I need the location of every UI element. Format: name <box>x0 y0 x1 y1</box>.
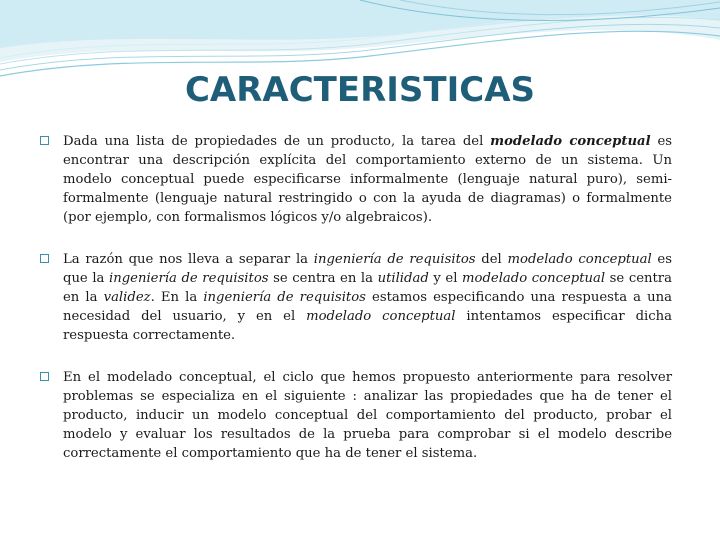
page-title: CARACTERISTICAS <box>184 70 536 110</box>
item-text: y el <box>428 271 463 286</box>
item-text: Dada una lista de propiedades de un producto, la tarea del <box>63 134 491 149</box>
item-text: . En la <box>150 290 204 305</box>
list-item <box>40 250 672 345</box>
list-item <box>40 132 672 227</box>
item-text: En el modelado conceptual, el ciclo que hemos propuesto anteriormente para resolver problemas se especializa en el siguiente : analizar las propiedades que ha de tener el producto, inducir un modelo conceptual del comportamiento del producto, probar el modelo y evaluar los resultados de la prueba para comprobar si el modelo describe correctamente el comportamiento que ha de tener el sistema. <box>63 370 672 461</box>
item-text: La razón que nos lleva a separar la <box>63 252 314 267</box>
item-text: se centra en la <box>63 271 672 305</box>
bullet-list <box>40 132 672 463</box>
square-bullet-icon <box>40 136 49 145</box>
square-bullet-icon <box>40 372 49 381</box>
item-text: es encontrar una descripción explícita del comportamiento externo de un sistema. Un modelo conceptual puede especificarse informalmente (lenguaje natural puro), semi-formalmente (lenguaje natural restringido o con la ayuda de diagramas) o formalmente (por ejemplo, con formalismos lógicos y/o algebraicos). <box>63 134 673 225</box>
item-emphasis: validez <box>103 290 151 305</box>
square-bullet-icon <box>40 254 49 263</box>
item-emphasis: modelado conceptual <box>306 309 456 324</box>
item-text: intentamos especificar dicha respuesta correctamente. <box>63 309 673 343</box>
item-emphasis: ingeniería de requisitos <box>313 252 476 267</box>
list-item <box>40 368 672 463</box>
item-text: es que la <box>63 252 673 286</box>
item-emphasis: modelado conceptual <box>462 271 606 286</box>
item-emphasis: ingeniería de requisitos <box>203 290 366 305</box>
item-emphasis: modelado conceptual <box>507 252 652 267</box>
item-emphasis: ingeniería de requisitos <box>109 271 269 286</box>
item-text: estamos especificando una respuesta a una necesidad del usuario, y en el <box>63 290 673 324</box>
item-text: se centra en la <box>268 271 378 286</box>
item-emphasis: modelado conceptual <box>490 134 651 149</box>
item-emphasis: utilidad <box>377 271 429 286</box>
item-text: del <box>475 252 508 267</box>
